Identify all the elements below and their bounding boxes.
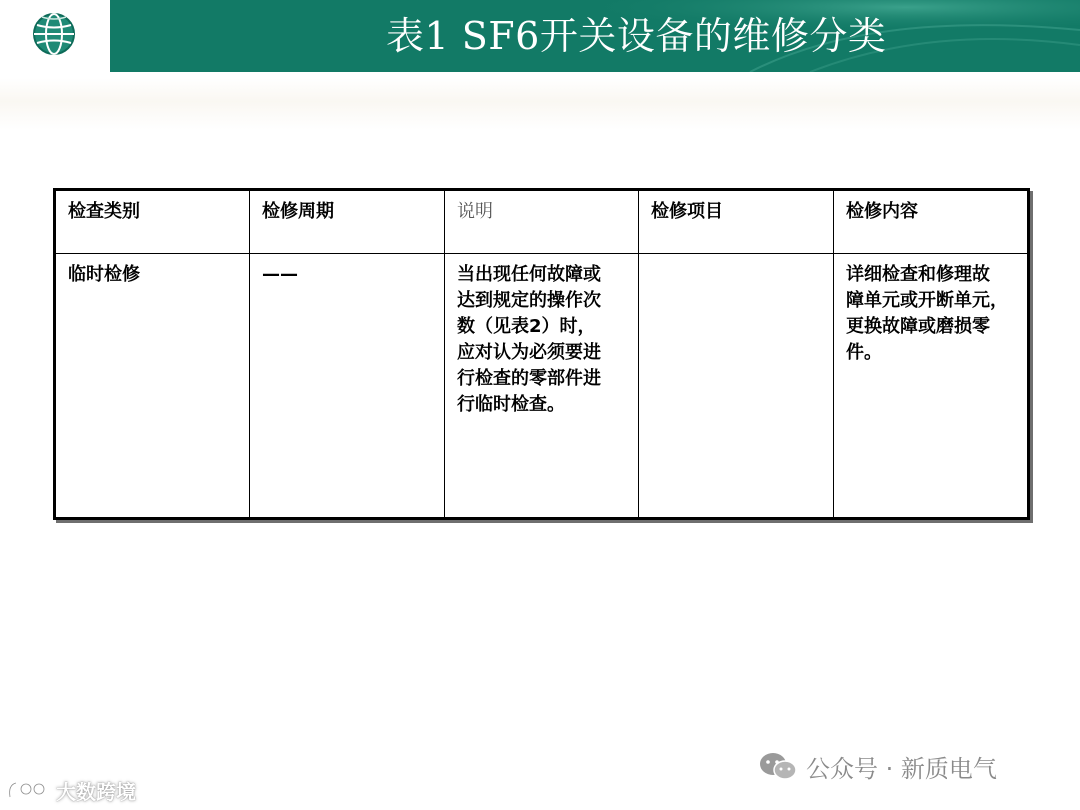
watermark-logo-icon	[6, 779, 52, 801]
content-line: 详细检查和修理故	[846, 264, 990, 285]
description-line: 应对认为必须要进	[457, 342, 601, 363]
description-line: 行临时检查。	[457, 394, 565, 415]
page-title: 表1 SF6开关设备的维修分类	[386, 14, 887, 58]
column-header-content: 检修内容	[834, 190, 1029, 254]
background-haze	[0, 78, 1080, 130]
cell-description	[445, 254, 639, 519]
content-line: 障单元或开断单元，	[846, 290, 1008, 311]
cell-item	[639, 254, 834, 519]
column-header-category: 检查类别	[55, 190, 250, 254]
content-line: 更换故障或磨损零	[846, 316, 990, 337]
watermark-right-text: 公众号 · 新质电气	[806, 754, 997, 783]
table-row	[55, 254, 1029, 519]
description-line: 当出现任何故障或	[457, 264, 601, 285]
watermark-wechat	[758, 748, 997, 784]
cell-category: 临时检修	[55, 254, 250, 519]
header-logo-area	[0, 0, 110, 72]
column-header-period: 检修周期	[250, 190, 445, 254]
description-line: 行检查的零部件进	[457, 368, 601, 389]
table-header-row	[55, 190, 1029, 254]
maintenance-classification-table	[53, 188, 1030, 520]
description-line: 数（见表2）时，	[457, 316, 596, 337]
watermark-source	[6, 776, 136, 804]
cell-period: ——	[250, 254, 445, 519]
column-header-item: 检修项目	[639, 190, 834, 254]
content-line: 件。	[846, 342, 882, 363]
cell-content	[834, 254, 1029, 519]
description-line: 达到规定的操作次	[457, 290, 601, 311]
header-bar	[110, 0, 1080, 72]
state-grid-globe-icon	[32, 12, 76, 56]
watermark-left-text: 大数跨境	[56, 779, 136, 804]
column-header-description: 说明	[445, 190, 639, 254]
wechat-icon	[758, 751, 798, 781]
